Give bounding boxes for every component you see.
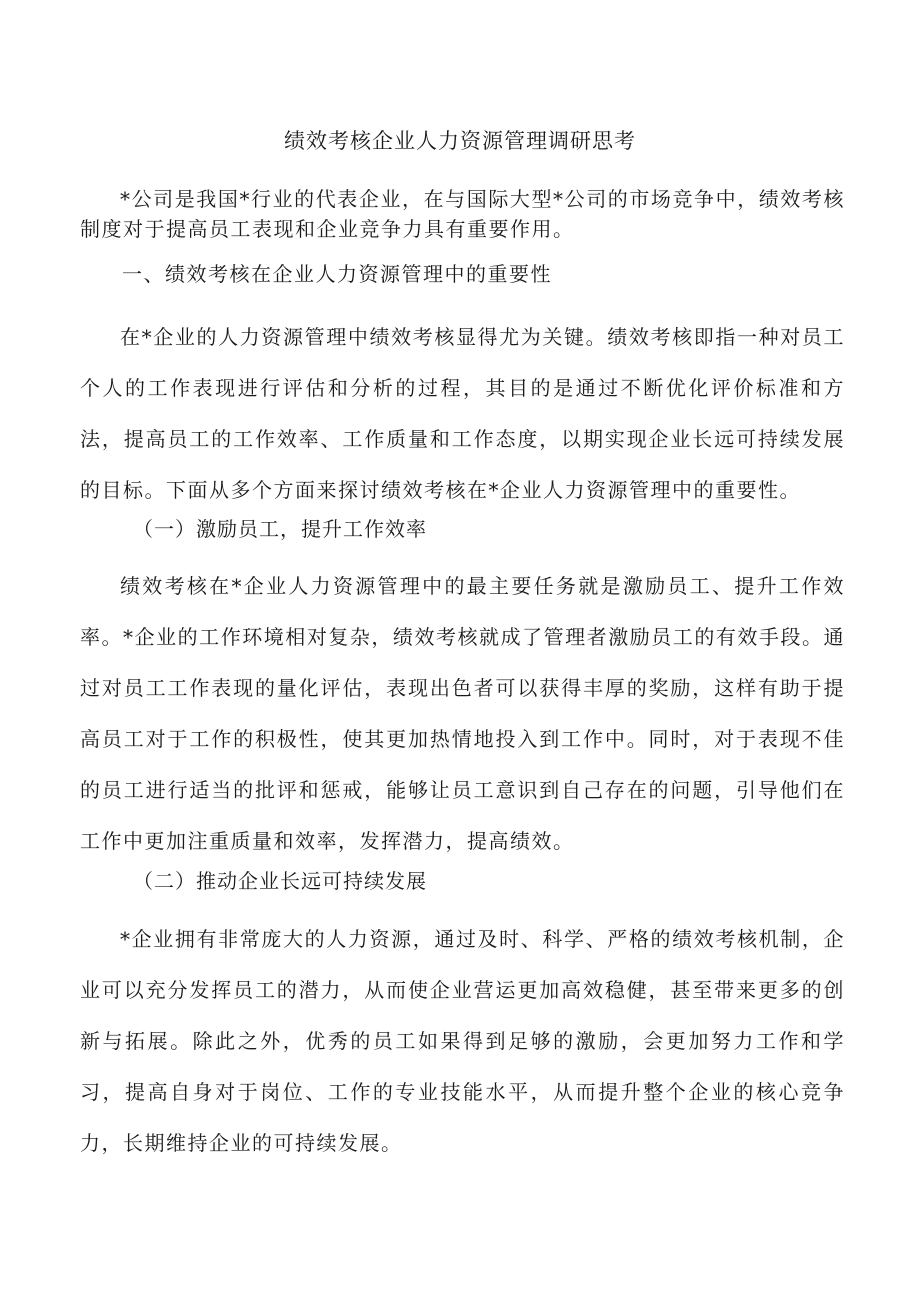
subsection-body-sustainable: *企业拥有非常庞大的人力资源，通过及时、科学、严格的绩效考核机制，企业可以充分发挥员工的潜力，从而使企业营运更加高效稳健，甚至带来更多的创新与拓展。除此之外，优秀的员工如果得到足够的激励，会更加努力工作和学习，提高自身对于岗位、工作的专业技能水平，从而提升整个企业的核心竞争力，长期维持企业的可持续发展。 [80, 927, 845, 1155]
subsection-heading-sustainable: （二）推动企业长远可持续发展 [133, 869, 427, 893]
section-body-importance: 在*企业的人力资源管理中绩效考核显得尤为关键。绩效考核即指一种对员工个人的工作表现进行评估和分析的过程，其目的是通过不断优化评价标准和方法，提高员工的工作效率、工作质量和工作态度，以期实现企业长远可持续发展的目标。下面从多个方面来探讨绩效考核在*企业人力资源管理中的重要性。 [80, 325, 845, 502]
subsection-heading-motivate: （一）激励员工，提升工作效率 [133, 517, 427, 541]
section-heading-importance: 一、绩效考核在企业人力资源管理中的重要性 [122, 262, 552, 286]
intro-paragraph: *公司是我国*行业的代表企业，在与国际大型*公司的市场竞争中，绩效考核制度对于提高员工表现和企业竞争力具有重要作用。 [80, 187, 845, 241]
subsection-body-motivate: 绩效考核在*企业人力资源管理中的最主要任务就是激励员工、提升工作效率。*企业的工作环境相对复杂，绩效考核就成了管理者激励员工的有效手段。通过对员工工作表现的量化评估，表现出色者可以获得丰厚的奖励，这样有助于提高员工对于工作的积极性，使其更加热情地投入到工作中。同时，对于表现不佳的员工进行适当的批评和惩戒，能够让员工意识到自己存在的问题，引导他们在工作中更加注重质量和效率，发挥潜力，提高绩效。 [80, 574, 845, 853]
document-title: 绩效考核企业人力资源管理调研思考 [284, 129, 636, 153]
